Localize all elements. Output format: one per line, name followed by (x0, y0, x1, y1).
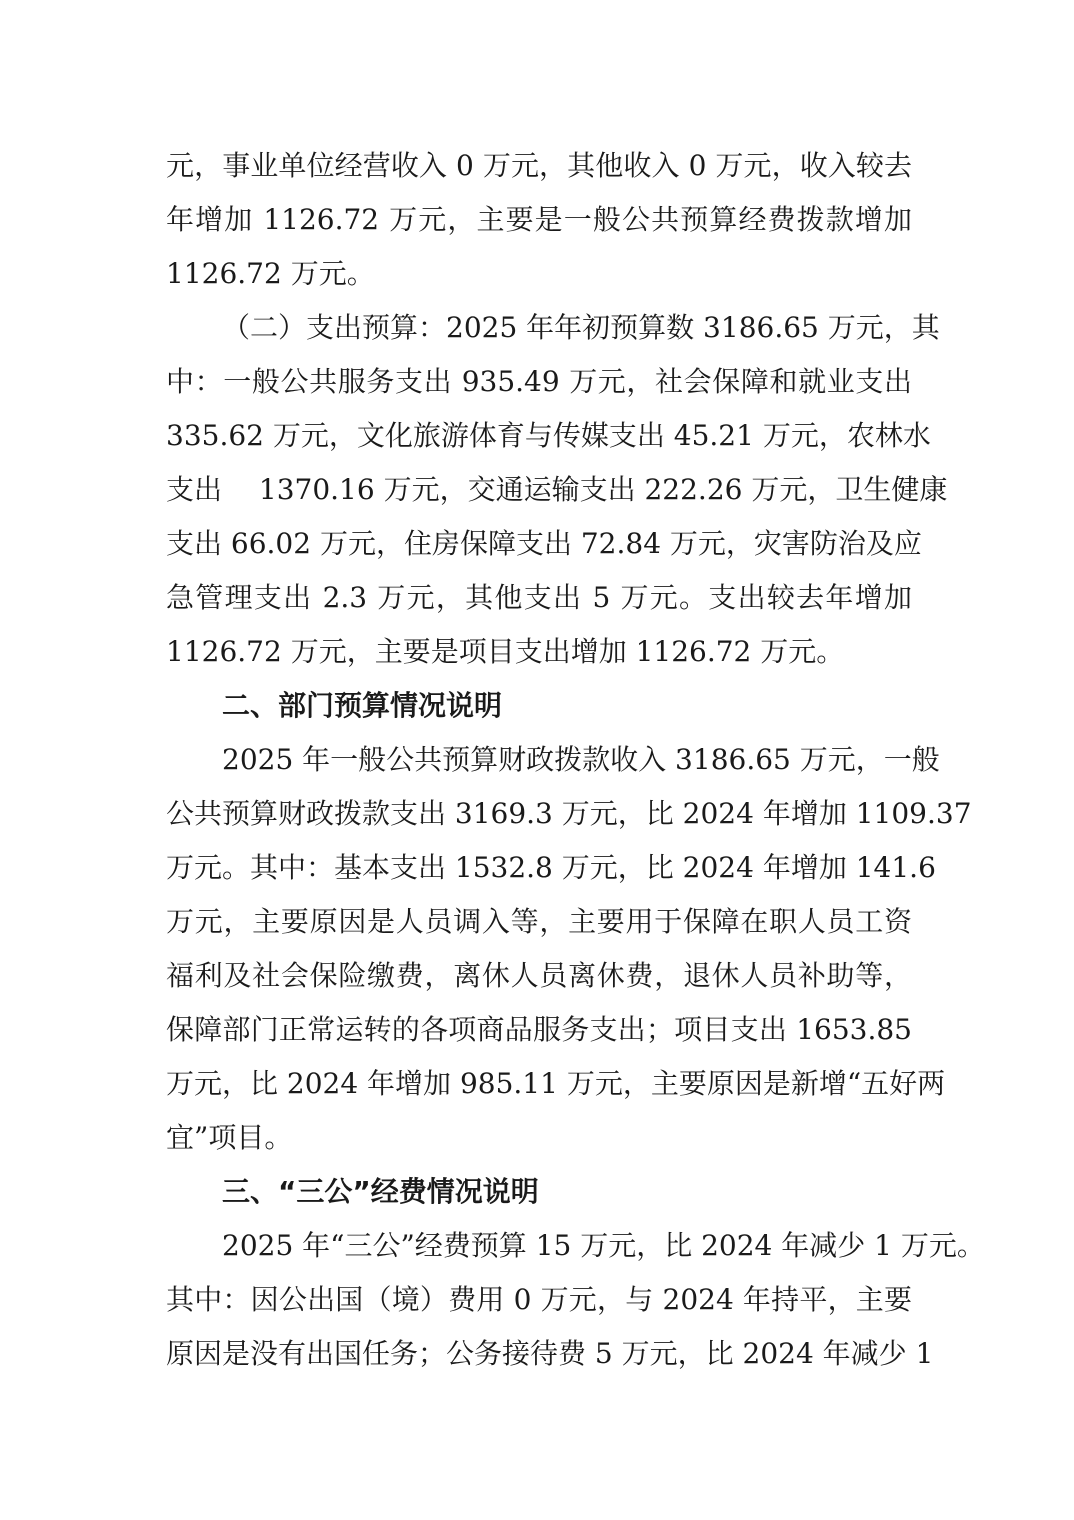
paragraph-line: 中：一般公共服务支出 935.49 万元，社会保障和就业支出 (166, 365, 912, 398)
section-heading-budget: 二、部门预算情况说明 (222, 689, 503, 722)
paragraph-line: 万元，主要原因是人员调入等，主要用于保障在职人员工资 (166, 905, 912, 938)
section-heading-three-public: 三、“三公”经费情况说明 (222, 1175, 539, 1208)
paragraph-line: 福利及社会保险缴费，离休人员离休费，退休人员补助等， (166, 959, 912, 992)
paragraph-line: 1126.72 万元，主要是项目支出增加 1126.72 万元。 (166, 635, 845, 668)
paragraph-line: （二）支出预算：2025 年年初预算数 3186.65 万元，其 (222, 311, 940, 344)
paragraph-line: 万元，比 2024 年增加 985.11 万元，主要原因是新增“五好两 (166, 1067, 946, 1100)
paragraph-line: 公共预算财政拨款支出 3169.3 万元，比 2024 年增加 1109.37 (166, 797, 972, 830)
paragraph-line: 急管理支出 2.3 万元，其他支出 5 万元。支出较去年增加 (166, 581, 912, 614)
paragraph-line: 支出 1370.16 万元，交通运输支出 222.26 万元，卫生健康 (166, 473, 948, 506)
paragraph-line: 原因是没有出国任务；公务接待费 5 万元，比 2024 年减少 1 (166, 1337, 934, 1370)
paragraph-line: 2025 年“三公”经费预算 15 万元，比 2024 年减少 1 万元。 (222, 1229, 985, 1262)
paragraph-line: 万元。其中：基本支出 1532.8 万元，比 2024 年增加 141.6 (166, 851, 936, 884)
paragraph-line: 年增加 1126.72 万元，主要是一般公共预算经费拨款增加 (166, 203, 912, 236)
paragraph-line: 1126.72 万元。 (166, 257, 375, 290)
paragraph-line: 其中：因公出国（境）费用 0 万元，与 2024 年持平，主要 (166, 1283, 912, 1316)
paragraph-line: 保障部门正常运转的各项商品服务支出；项目支出 1653.85 (166, 1013, 912, 1046)
paragraph-line: 元，事业单位经营收入 0 万元，其他收入 0 万元，收入较去 (166, 149, 912, 182)
paragraph-line: 支出 66.02 万元，住房保障支出 72.84 万元，灾害防治及应 (166, 527, 922, 560)
paragraph-line: 335.62 万元，文化旅游体育与传媒支出 45.21 万元，农林水 (166, 419, 931, 452)
paragraph-line: 宜”项目。 (166, 1121, 293, 1154)
paragraph-line: 2025 年一般公共预算财政拨款收入 3186.65 万元，一般 (222, 743, 940, 776)
